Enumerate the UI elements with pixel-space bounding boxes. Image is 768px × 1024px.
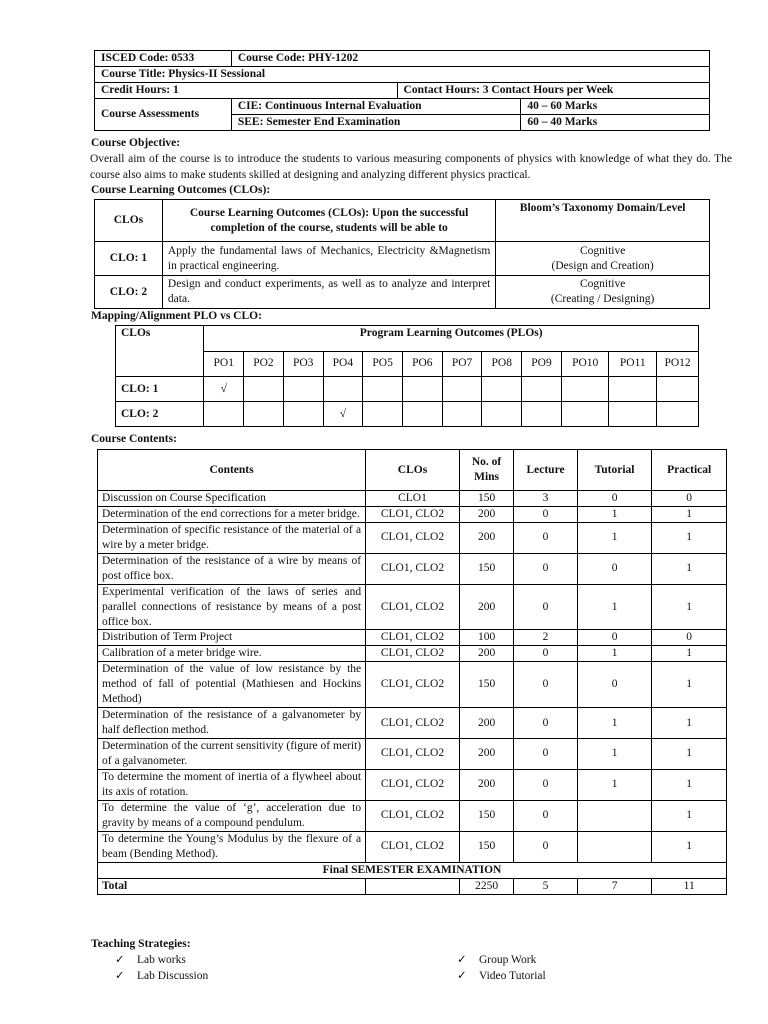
teaching-heading: Teaching Strategies: (91, 938, 191, 950)
cie-label: CIE: Continuous Internal Evaluation (231, 99, 520, 115)
clo-table (94, 199, 710, 309)
content-practical: 1 (652, 831, 727, 862)
plo-col-header: PO6 (402, 351, 442, 377)
content-lecture: 0 (514, 739, 578, 770)
content-practical: 1 (652, 800, 727, 831)
cie-marks: 40 – 60 Marks (521, 99, 710, 115)
content-clos: CLO1, CLO2 (366, 769, 460, 800)
table-row (98, 491, 727, 507)
table-row (98, 553, 727, 584)
plo-col-header: PO10 (561, 351, 609, 377)
course-info-table (94, 50, 710, 131)
content-tutorial: 0 (577, 553, 652, 584)
plo-mapping-table (115, 325, 699, 427)
content-lecture: 3 (514, 491, 578, 507)
clo-text: Apply the fundamental laws of Mechanics, Electricity &Magnetism in practical engineering. (162, 242, 495, 276)
clo-text: Design and conduct experiments, as well as to analyze and interpret data. (162, 276, 495, 309)
strategy-item (457, 969, 546, 984)
content-topic: Determination of the resistance of a galvanometer by half deflection method. (98, 708, 366, 739)
content-topic: Experimental verification of the laws of series and parallel connections of resistance by means of a post office box. (98, 584, 366, 630)
content-lecture: 0 (514, 584, 578, 630)
mapping-cell (657, 402, 699, 427)
content-tutorial: 1 (577, 506, 652, 522)
content-topic: Determination of specific resistance of the material of a wire by a meter bridge. (98, 522, 366, 553)
content-tutorial: 1 (577, 708, 652, 739)
mapping-cell (204, 402, 244, 427)
final-exam-row: Final SEMESTER EXAMINATION (98, 862, 727, 878)
course-title: Course Title: Physics-II Sessional (95, 67, 710, 83)
mapping-row (116, 377, 699, 402)
content-practical: 1 (652, 553, 727, 584)
content-mins: 200 (459, 739, 513, 770)
bloom-domain: Cognitive (579, 278, 626, 291)
content-clos: CLO1, CLO2 (366, 800, 460, 831)
mapping-clos-header: CLOs (116, 326, 204, 377)
content-tutorial (577, 800, 652, 831)
strategy-label: Lab Discussion (137, 970, 209, 982)
table-row (98, 739, 727, 770)
content-lecture: 0 (514, 553, 578, 584)
contents-header: Contents (98, 450, 366, 491)
content-topic: To determine the value of ‘g’, acceleration due to gravity by means of a compound pendulum. (98, 800, 366, 831)
content-clos: CLO1, CLO2 (366, 662, 460, 708)
content-topic: Determination of the end corrections for a meter bridge. (98, 506, 366, 522)
plo-header-row (116, 351, 699, 377)
clo-bloom (496, 242, 710, 276)
mapping-cell (561, 402, 609, 427)
content-mins: 200 (459, 506, 513, 522)
mapping-cell (609, 402, 657, 427)
tutorial-header: Tutorial (577, 450, 652, 491)
practical-header: Practical (652, 450, 727, 491)
content-lecture: 0 (514, 522, 578, 553)
course-code: Course Code: PHY-1202 (231, 51, 709, 67)
content-tutorial: 1 (577, 646, 652, 662)
content-lecture: 0 (514, 831, 578, 862)
content-lecture: 0 (514, 506, 578, 522)
content-tutorial: 0 (577, 491, 652, 507)
clo-col-header: CLOs (95, 200, 163, 242)
plo-col-header: PO1 (204, 351, 244, 377)
mapping-cell (363, 377, 403, 402)
mapping-cell (363, 402, 403, 427)
content-topic: Determination of the resistance of a wire by means of post office box. (98, 553, 366, 584)
mapping-cell (283, 402, 323, 427)
clo-heading: Course Learning Outcomes (CLOs): (91, 184, 271, 196)
total-clos (366, 878, 460, 894)
content-clos: CLO1, CLO2 (366, 831, 460, 862)
content-lecture: 0 (514, 708, 578, 739)
content-mins: 150 (459, 662, 513, 708)
mapping-cell (482, 402, 522, 427)
content-mins: 150 (459, 831, 513, 862)
content-mins: 100 (459, 630, 513, 646)
content-clos: CLO1, CLO2 (366, 646, 460, 662)
table-row (98, 708, 727, 739)
plo-col-header: PO4 (323, 351, 363, 377)
plo-col-header: PO2 (244, 351, 284, 377)
mapping-cell (522, 402, 562, 427)
table-row (98, 800, 727, 831)
content-clos: CLO1, CLO2 (366, 584, 460, 630)
credit-hours: Credit Hours: 1 (95, 83, 398, 99)
mapping-cell (561, 377, 609, 402)
checkmark-icon: ✓ (115, 954, 125, 966)
plo-col-header: PO12 (657, 351, 699, 377)
total-lecture: 5 (514, 878, 578, 894)
clo-bloom (496, 276, 710, 309)
mapping-cell (609, 377, 657, 402)
content-mins: 200 (459, 769, 513, 800)
table-row (98, 662, 727, 708)
lecture-header: Lecture (514, 450, 578, 491)
course-contents-table (97, 449, 727, 895)
clo-id: CLO: 2 (95, 276, 163, 309)
content-tutorial: 1 (577, 769, 652, 800)
table-row (98, 831, 727, 862)
content-practical: 1 (652, 662, 727, 708)
content-topic: Distribution of Term Project (98, 630, 366, 646)
plo-col-header: PO11 (609, 351, 657, 377)
plo-header: Program Learning Outcomes (PLOs) (204, 326, 699, 352)
mapping-cell (402, 377, 442, 402)
content-clos: CLO1, CLO2 (366, 522, 460, 553)
content-mins: 200 (459, 522, 513, 553)
table-row (98, 506, 727, 522)
table-row (98, 646, 727, 662)
mapping-cell (402, 402, 442, 427)
bloom-level: (Design and Creation) (551, 259, 654, 272)
content-tutorial: 0 (577, 630, 652, 646)
content-practical: 1 (652, 646, 727, 662)
mapping-heading: Mapping/Alignment PLO vs CLO: (91, 310, 262, 322)
content-practical: 1 (652, 708, 727, 739)
content-practical: 0 (652, 630, 727, 646)
content-practical: 1 (652, 522, 727, 553)
content-clos: CLO1, CLO2 (366, 506, 460, 522)
mapping-cell (657, 377, 699, 402)
clo-id: CLO: 1 (95, 242, 163, 276)
strategy-label: Video Tutorial (479, 970, 546, 982)
total-mins: 2250 (459, 878, 513, 894)
content-tutorial: 1 (577, 522, 652, 553)
total-tutorial: 7 (577, 878, 652, 894)
content-mins: 200 (459, 646, 513, 662)
table-row (98, 630, 727, 646)
strategy-label: Group Work (479, 954, 537, 966)
clos-header: CLOs (366, 450, 460, 491)
mapping-cell (442, 402, 482, 427)
plo-col-header: PO3 (283, 351, 323, 377)
table-row (98, 584, 727, 630)
content-mins: 200 (459, 708, 513, 739)
content-tutorial: 1 (577, 739, 652, 770)
content-clos: CLO1, CLO2 (366, 739, 460, 770)
objective-heading: Course Objective: (91, 137, 181, 149)
strategy-item (457, 953, 536, 968)
checkmark-icon: ✓ (457, 954, 467, 966)
content-practical: 0 (652, 491, 727, 507)
total-practical: 11 (652, 878, 727, 894)
strategy-item (115, 953, 186, 968)
checkmark-cell: √ (204, 377, 244, 402)
content-practical: 1 (652, 506, 727, 522)
mapping-cell (244, 402, 284, 427)
table-row (98, 522, 727, 553)
strategy-item (115, 969, 208, 984)
content-practical: 1 (652, 769, 727, 800)
content-clos: CLO1, CLO2 (366, 708, 460, 739)
mapping-cell (283, 377, 323, 402)
see-label: SEE: Semester End Examination (231, 115, 520, 131)
content-lecture: 2 (514, 630, 578, 646)
bloom-level: (Creating / Designing) (550, 293, 655, 305)
plo-col-header: PO8 (482, 351, 522, 377)
content-practical: 1 (652, 584, 727, 630)
contents-body (98, 491, 727, 863)
bloom-domain: Cognitive (579, 244, 626, 257)
checkmark-icon: ✓ (457, 970, 467, 982)
mapping-cell (522, 377, 562, 402)
plo-col-header: PO5 (363, 351, 403, 377)
table-row (98, 769, 727, 800)
total-label: Total (98, 878, 366, 894)
content-mins: 150 (459, 800, 513, 831)
content-tutorial: 1 (577, 584, 652, 630)
content-tutorial: 0 (577, 662, 652, 708)
strategy-label: Lab works (137, 954, 186, 966)
clo-outcomes-header: Course Learning Outcomes (CLOs): Upon the successful completion of the course, students will be able to (162, 200, 495, 242)
course-assessments-label: Course Assessments (95, 99, 232, 131)
checkmark-icon: ✓ (115, 970, 125, 982)
content-lecture: 0 (514, 646, 578, 662)
content-clos: CLO1, CLO2 (366, 553, 460, 584)
contact-hours: Contact Hours: 3 Contact Hours per Week (397, 83, 709, 99)
checkmark-cell: √ (323, 402, 363, 427)
bloom-header: Bloom’s Taxonomy Domain/Level (496, 200, 710, 242)
see-marks: 60 – 40 Marks (521, 115, 710, 131)
content-topic: Determination of the current sensitivity (figure of merit) of a galvanometer. (98, 739, 366, 770)
mapping-clo-id: CLO: 1 (116, 377, 204, 402)
content-topic: To determine the Young’s Modulus by the flexure of a beam (Bending Method). (98, 831, 366, 862)
content-clos: CLO1, CLO2 (366, 630, 460, 646)
content-mins: 150 (459, 491, 513, 507)
mins-header: No. of Mins (459, 450, 513, 491)
contents-heading: Course Contents: (91, 433, 177, 445)
content-topic: Determination of the value of low resistance by the method of fall of potential (Mathiesen and Hockins Method) (98, 662, 366, 708)
mapping-clo-id: CLO: 2 (116, 402, 204, 427)
content-topic: To determine the moment of inertia of a flywheel about its axis of rotation. (98, 769, 366, 800)
plo-col-header: PO9 (522, 351, 562, 377)
content-tutorial (577, 831, 652, 862)
content-topic: Calibration of a meter bridge wire. (98, 646, 366, 662)
mapping-row (116, 402, 699, 427)
content-lecture: 0 (514, 800, 578, 831)
content-clos: CLO1 (366, 491, 460, 507)
mapping-cell (244, 377, 284, 402)
objective-text: Overall aim of the course is to introduce the students to various measuring components of physics with knowledge of what they do. The course also aims to make students skilled at designing and analyzing different physics practical. (90, 153, 732, 181)
content-practical: 1 (652, 739, 727, 770)
mapping-cell (482, 377, 522, 402)
content-mins: 200 (459, 584, 513, 630)
mapping-cell (442, 377, 482, 402)
content-lecture: 0 (514, 769, 578, 800)
mapping-cell (323, 377, 363, 402)
content-topic: Discussion on Course Specification (98, 491, 366, 507)
content-lecture: 0 (514, 662, 578, 708)
content-mins: 150 (459, 553, 513, 584)
plo-col-header: PO7 (442, 351, 482, 377)
isced-code: ISCED Code: 0533 (95, 51, 232, 67)
